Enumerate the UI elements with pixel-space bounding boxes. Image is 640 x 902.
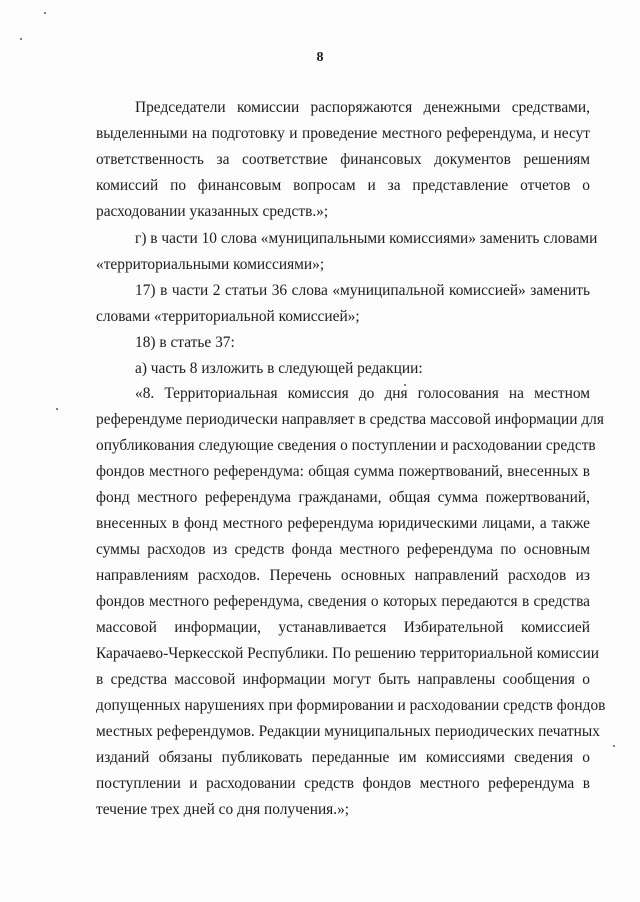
text-line: а) часть 8 изложить в следующей редакции: [135,360,423,377]
text-line: Председатели комиссии распоряжаются денежными средствами, [135,99,590,116]
scan-speck [44,12,46,14]
page-number: 8 [316,50,324,65]
text-line: 18) в статье 37: [135,334,235,351]
text-line: г) в части 10 слова «муниципальными комиссиями» заменить словами [135,230,598,247]
text-line: Карачаево-Черкесской Республики. По решению территориальной комиссии [96,645,599,662]
text-line: фондов местного референдума, сведения о которых передаются в средства [96,593,590,610]
text-line: опубликования следующие сведения о поступлении и расходовании средств [96,437,596,454]
text-line: референдуме периодически направляет в средства массовой информации для [96,411,604,428]
text-line: поступлении и расходовании средств фондов местного референдума в [96,775,590,792]
text-line: течение трех дней со дня получения.»; [96,801,350,818]
text-line: допущенных нарушениях при формировании и расходовании средств фондов [96,697,606,714]
text-line: внесенных в фонд местного референдума юридическими лицами, а также [96,515,590,532]
text-line: «8. Территориальная комиссия до дня голосования на местном [135,385,590,402]
text-line: изданий обязаны публиковать переданные им комиссиями сведения о [96,749,590,766]
text-line: ответственность за соответствие финансовых документов решениям [96,151,590,168]
text-line: фондов местного референдума: общая сумма пожертвований, внесенных в [96,463,590,480]
text-line: словами «территориальной комиссией»; [96,308,360,325]
text-line: суммы расходов из средств фонда местного референдума по основным [96,541,590,558]
text-line: фонд местного референдума гражданами, общая сумма пожертвований, [96,489,590,506]
scan-speck [56,408,58,410]
scan-speck [20,38,22,40]
text-line: «территориальными комиссиями»; [96,256,325,273]
text-line: расходовании указанных средств.»; [96,203,329,220]
text-line: 17) в части 2 статьи 36 слова «муниципальной комиссией» заменить [135,282,590,299]
text-line: массовой информации, устанавливается Избирательной комиссией [96,619,590,636]
text-line: местных референдумов. Редакции муниципальных периодических печатных [96,723,600,740]
text-line: комиссий по финансовым вопросам и за представление отчетов о [96,177,590,194]
scan-speck [613,745,615,747]
text-line: направлениям расходов. Перечень основных направлений расходов из [96,567,590,584]
text-line: в средства массовой информации могут быть направлены сообщения о [96,671,590,688]
text-line: выделенными на подготовку и проведение местного референдума, и несут [96,125,590,142]
